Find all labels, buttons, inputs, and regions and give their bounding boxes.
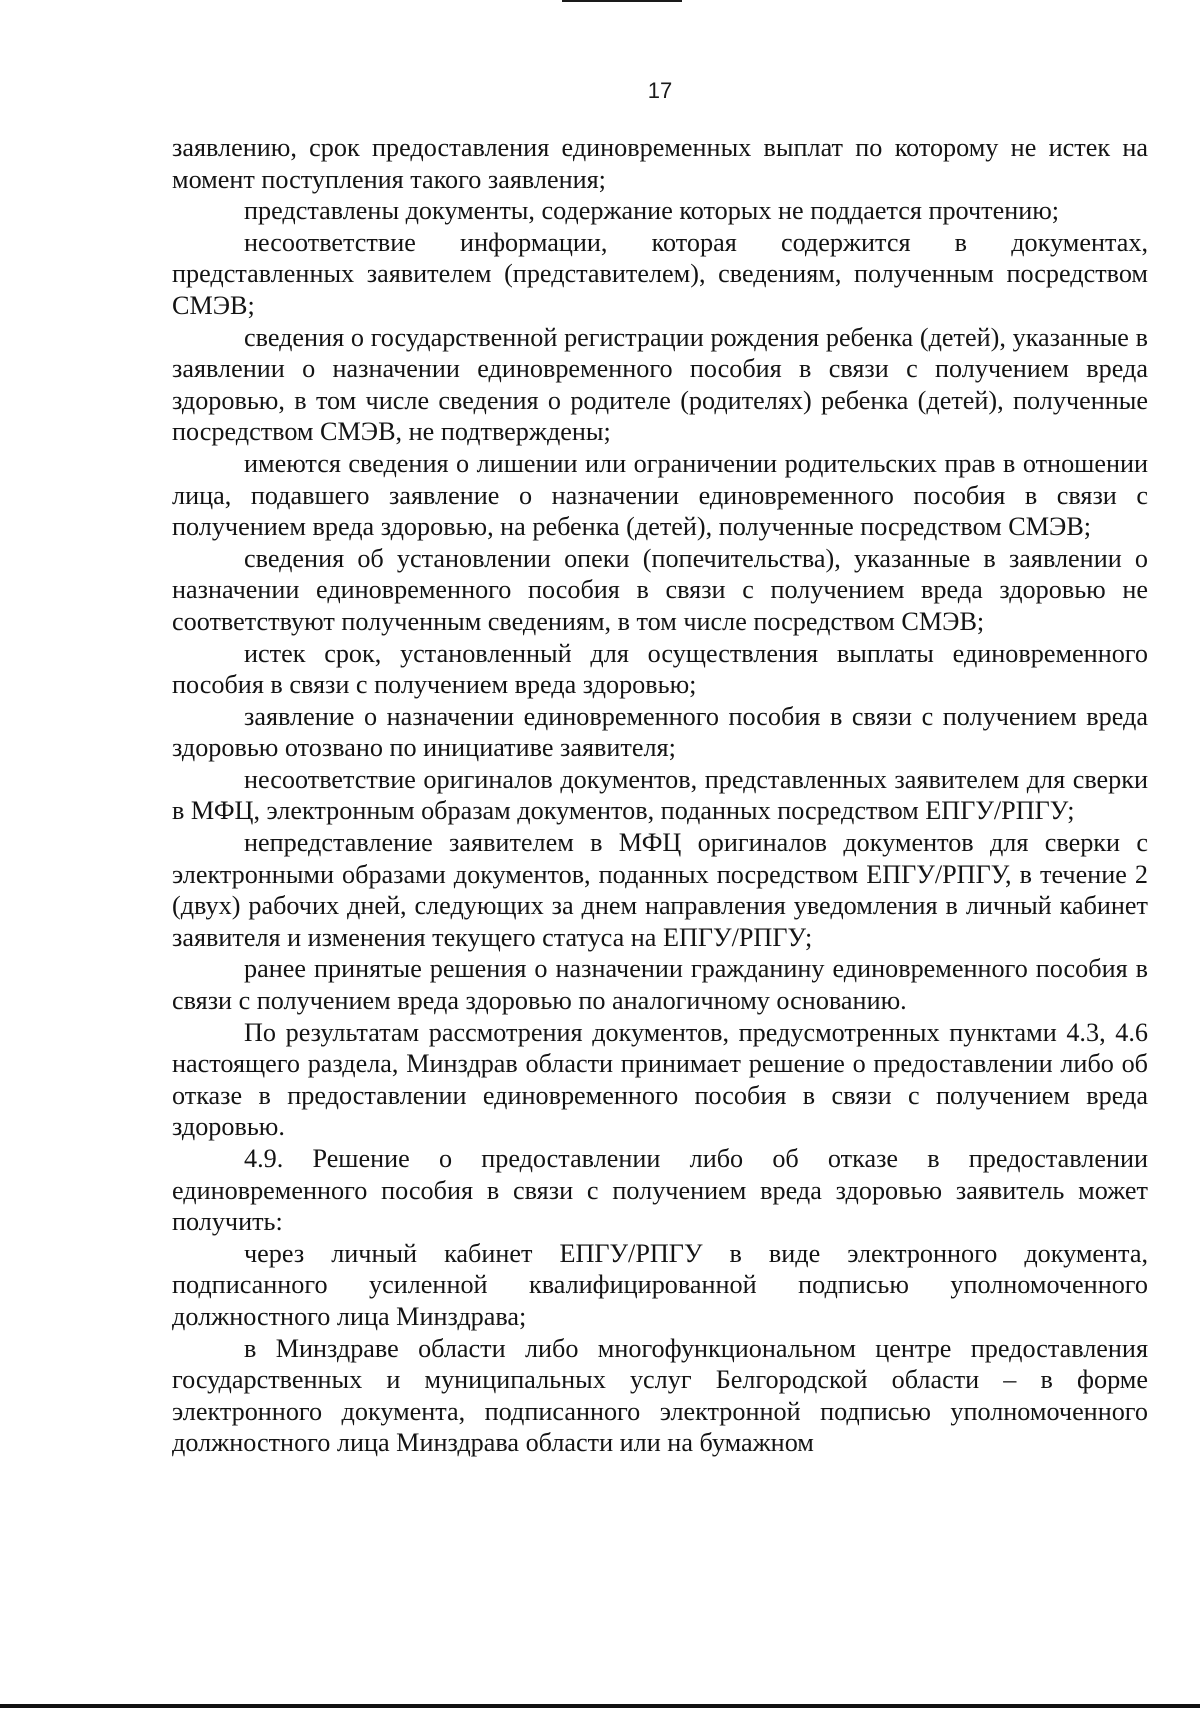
paragraph-continuation: заявлению, срок предоставления единовременных выплат по которому не истек на момент поступления такого заявления; bbox=[172, 133, 1148, 194]
paragraph: через личный кабинет ЕПГУ/РПГУ в виде электронного документа, подписанного усиленной квалифицированной подписью уполномоченного должностного лица Минздрава; bbox=[172, 1238, 1148, 1331]
paragraph: в Минздраве области либо многофункциональном центре предоставления государственных и муниципальных услуг Белгородской области – в форме электронного документа, подписанного электронной подписью уполномоченного должностного лица Минздрава области или на бумажном bbox=[172, 1333, 1148, 1458]
paragraph: заявление о назначении единовременного пособия в связи с получением вреда здоровью отозвано по инициативе заявителя; bbox=[172, 701, 1148, 763]
paragraph: представлены документы, содержание которых не поддается прочтению; bbox=[244, 196, 1060, 226]
paragraph: истек срок, установленный для осуществления выплаты единовременного пособия в связи с получением вреда здоровью; bbox=[172, 638, 1148, 700]
bottom-edge-line bbox=[0, 1704, 1200, 1708]
paragraph: сведения о государственной регистрации рождения ребенка (детей), указанные в заявлении о назначении единовременного пособия в связи с получением вреда здоровью, в том числе сведения о родителе (родителях) ребенка (детей), полученные посредством СМЭВ, не подтверждены; bbox=[172, 322, 1148, 447]
paragraph: несоответствие информации, которая содержится в документах, представленных заявителем (представителем), сведениям, полученным посредством СМЭВ; bbox=[172, 227, 1148, 320]
paragraph: сведения об установлении опеки (попечительства), указанные в заявлении о назначении единовременного пособия в связи с получением вреда здоровью не соответствуют полученным сведениям, в том числе посредством СМЭВ; bbox=[172, 543, 1148, 636]
paragraph: непредставление заявителем в МФЦ оригиналов документов для сверки с электронными образами документов, поданных посредством ЕПГУ/РПГУ, в течение 2 (двух) рабочих дней, следующих за днем направления уведомления в личный кабинет заявителя и изменения текущего статуса на ЕПГУ/РПГУ; bbox=[172, 828, 1148, 952]
top-edge-mark bbox=[562, 0, 682, 2]
paragraph: ранее принятые решения о назначении гражданину единовременного пособия в связи с получением вреда здоровью по аналогичному основанию. bbox=[172, 954, 1148, 1016]
paragraph: несоответствие оригиналов документов, представленных заявителем для сверки в МФЦ, электронным образам документов, поданных посредством ЕПГУ/РПГУ; bbox=[172, 764, 1148, 826]
document-body bbox=[172, 132, 1148, 1459]
paragraph: имеются сведения о лишении или ограничении родительских прав в отношении лица, подавшего заявление о назначении единовременного пособия в связи с получением вреда здоровью, на ребенка (детей), полученные посредством СМЭВ; bbox=[172, 448, 1148, 542]
paragraph-section-4-9: 4.9. Решение о предоставлении либо об отказе в предоставлении единовременного пособия в связи с получением вреда здоровью заявитель может получить: bbox=[172, 1144, 1148, 1237]
page-number: 17 bbox=[647, 78, 673, 103]
paragraph: По результатам рассмотрения документов, предусмотренных пунктами 4.3, 4.6 настоящего раздела, Минздрав области принимает решение о предоставлении либо об отказе в предоставлении единовременного пособия в связи с получением вреда здоровью. bbox=[172, 1017, 1148, 1142]
